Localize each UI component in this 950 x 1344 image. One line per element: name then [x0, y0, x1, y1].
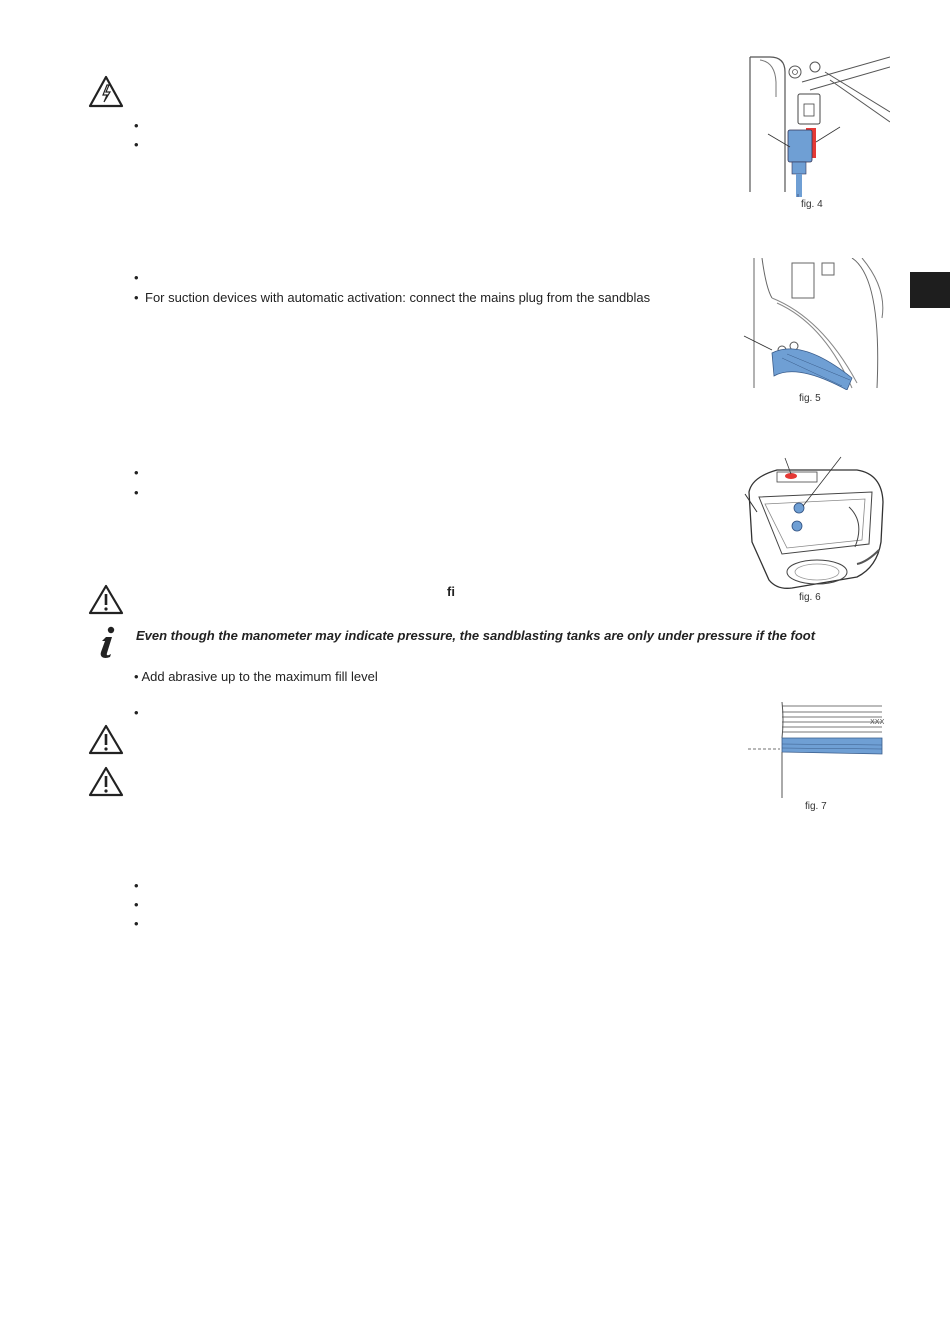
warning-triangle-icon [88, 724, 124, 756]
text-fragment: fi [447, 584, 455, 599]
figure-7-illustration [748, 698, 886, 798]
electric-hazard-icon [88, 75, 124, 109]
bullet-point: • [134, 270, 139, 285]
bullet-point: • [134, 485, 139, 500]
bullet-point: • [134, 465, 139, 480]
bullet-point: • [134, 290, 139, 305]
bullet-point: • [134, 705, 139, 720]
chapter-tab-marker [910, 272, 950, 308]
figure-caption: fig. 6 [799, 592, 821, 603]
figure-5-illustration [742, 258, 887, 390]
bullet-point: • [134, 897, 139, 912]
bullet-point: • [134, 878, 139, 893]
list-item: For suction devices with automatic activation: connect the mains plug from the sandblas [145, 290, 651, 305]
add-abrasive-text: • Add abrasive up to the maximum fill level [134, 669, 378, 684]
figure-caption: fig. 5 [799, 393, 821, 404]
info-note-text: Even though the manometer may indicate pressure, the sandblasting tanks are only under pressure if the foot [136, 628, 816, 643]
figure-caption: fig. 4 [801, 199, 823, 210]
info-icon [96, 626, 118, 660]
warning-triangle-icon [88, 584, 124, 616]
figure-6-illustration [737, 452, 887, 592]
svg-text:XXX: XXX [870, 718, 885, 726]
bullet-point: • [134, 118, 139, 133]
figure-4-illustration [740, 52, 890, 197]
bullet-point: • [134, 916, 139, 931]
figure-caption: fig. 7 [805, 801, 827, 812]
warning-triangle-icon [88, 766, 124, 798]
bullet-point: • [134, 137, 139, 152]
